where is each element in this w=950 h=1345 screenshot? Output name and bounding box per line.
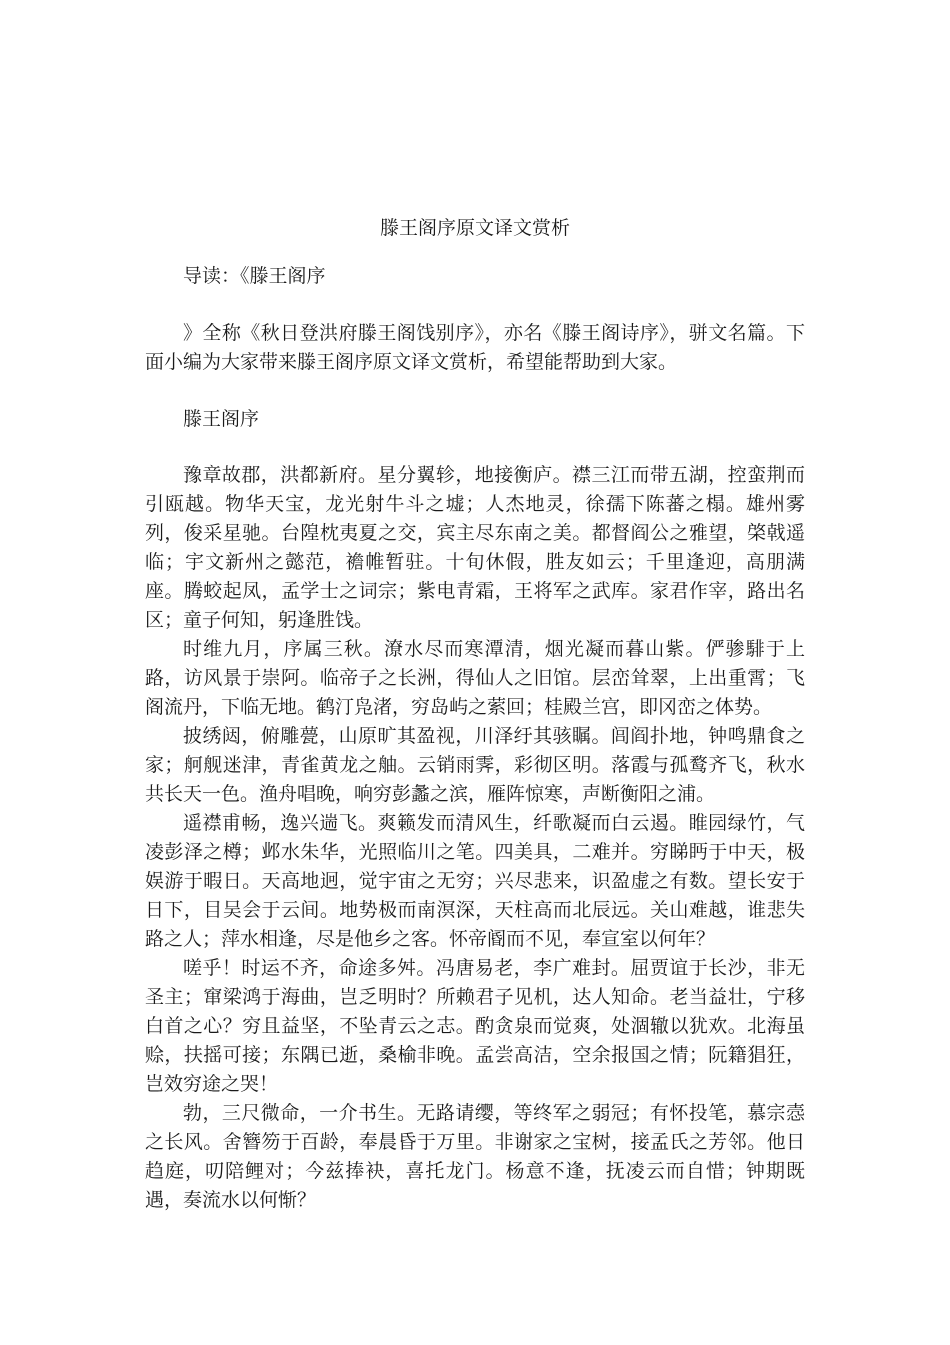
intro-paragraph: 》全称《秋日登洪府滕王阁饯别序》，亦名《滕王阁诗序》，骈文名篇。下面小编为大家带来滕王阁序原文译文赏析，希望能帮助到大家。 [145,322,805,373]
document-title: 滕王阁序原文译文赏析 [379,217,570,239]
body-paragraph-4: 遥襟甫畅，逸兴遄飞。爽籁发而清风生，纤歌凝而白云遏。睢园绿竹，气凌彭泽之樽；邺水朱华，光照临川之笔。四美具，二难并。穷睇眄于中天，极娱游于暇日。天高地迥，觉宇宙之无穷；兴尽悲来，识盈虚之有数。望长安于日下，目吴会于云间。地势极而南溟深，天柱高而北辰远。关山难越，谁悲失路之人；萍水相逢，尽是他乡之客。怀帝阍而不见，奉宣室以何年？ [145,812,805,950]
section-subtitle: 滕王阁序 [183,408,260,430]
body-paragraph-5: 嗟乎！时运不齐，命途多舛。冯唐易老，李广难封。屈贾谊于长沙，非无圣主；窜梁鸿于海曲，岂乏明时？所赖君子见机，达人知命。老当益壮，宁移白首之心？穷且益坚，不坠青云之志。酌贪泉而觉爽，处涸辙以犹欢。北海虽赊，扶摇可接；东隅已逝，桑榆非晚。孟尝高洁，空余报国之情；阮籍猖狂，岂效穷途之哭！ [145,957,805,1095]
body-paragraph-6: 勃，三尺微命，一介书生。无路请缨，等终军之弱冠；有怀投笔，慕宗悫之长风。舍簪笏于百龄，奉晨昏于万里。非谢家之宝树，接孟氏之芳邻。他日趋庭，叨陪鲤对；今兹捧袂，喜托龙门。杨意不逢，抚凌云而自惜；钟期既遇，奏流水以何惭？ [145,1102,805,1211]
body-paragraph-3: 披绣闼，俯雕甍，山原旷其盈视，川泽纡其骇瞩。闾阎扑地，钟鸣鼎食之家；舸舰迷津，青雀黄龙之舳。云销雨霁，彩彻区明。落霞与孤鹜齐飞，秋水共长天一色。渔舟唱晚，响穷彭蠡之滨，雁阵惊寒，声断衡阳之浦。 [145,725,805,805]
body-paragraph-1: 豫章故郡，洪都新府。星分翼轸，地接衡庐。襟三江而带五湖，控蛮荆而引瓯越。物华天宝，龙光射牛斗之墟；人杰地灵，徐孺下陈蕃之榻。雄州雾列，俊采星驰。台隍枕夷夏之交，宾主尽东南之美。都督阎公之雅望，棨戟遥临；宇文新州之懿范，襜帷暂驻。十旬休假，胜友如云；千里逢迎，高朋满座。腾蛟起凤，孟学士之词宗；紫电青霜，王将军之武库。家君作宰，路出名区；童子何知，躬逢胜饯。 [145,464,805,631]
body-paragraph-2: 时维九月，序属三秋。潦水尽而寒潭清，烟光凝而暮山紫。俨骖騑于上路，访风景于崇阿。临帝子之长洲，得仙人之旧馆。层峦耸翠，上出重霄；飞阁流丹，下临无地。鹤汀凫渚，穷岛屿之萦回；桂殿兰宫，即冈峦之体势。 [145,638,805,718]
intro-label: 导读：《滕王阁序 [183,265,326,287]
document-page [145,214,805,1215]
